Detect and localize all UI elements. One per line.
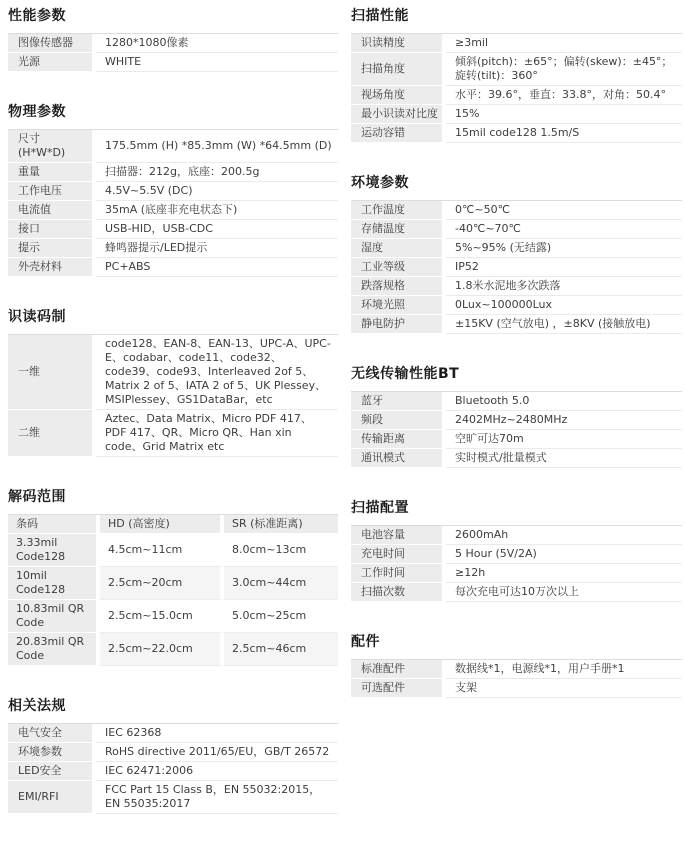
spec-value: 1.8米水泥地多次跌落 — [446, 277, 682, 296]
spec-row — [8, 163, 338, 182]
spec-value: 15% — [446, 105, 682, 124]
right-column — [351, 5, 682, 727]
spec-row — [351, 430, 682, 449]
section-scan-performance — [351, 5, 682, 143]
spec-row — [351, 277, 682, 296]
spec-value: 175.5mm (H) *85.3mm (W) *64.5mm (D) — [96, 130, 338, 163]
spec-row — [351, 258, 682, 277]
spec-table-physical — [8, 129, 338, 277]
spec-value: 数据线*1，电源线*1，用户手册*1 — [446, 660, 682, 679]
spec-row — [351, 239, 682, 258]
spec-label: 扫描次数 — [351, 583, 446, 602]
section-environment — [351, 172, 682, 334]
spec-label: 湿度 — [351, 239, 446, 258]
grid-cell: 3.0cm~44cm — [224, 567, 338, 600]
spec-row — [8, 724, 338, 743]
spec-row — [351, 583, 682, 602]
spec-label: 识读精度 — [351, 34, 446, 53]
spec-value: 5%~95% (无结露) — [446, 239, 682, 258]
section-accessories — [351, 631, 682, 698]
spec-table-symbologies — [8, 334, 338, 457]
spec-row — [8, 239, 338, 258]
spec-label: 接口 — [8, 220, 96, 239]
spec-value: 0℃~50℃ — [446, 201, 682, 220]
grid-cell: 2.5cm~46cm — [224, 633, 338, 666]
spec-label: 光源 — [8, 53, 96, 72]
grid-cell: 10.83mil QR Code — [8, 600, 100, 633]
spec-value: 每次充电可达10万次以上 — [446, 583, 682, 602]
spec-value: 0Lux~100000Lux — [446, 296, 682, 315]
spec-label: 扫描角度 — [351, 53, 446, 86]
spec-value: 扫描器：212g，底座：200.5g — [96, 163, 338, 182]
spec-value: IEC 62368 — [96, 724, 338, 743]
spec-row — [351, 220, 682, 239]
grid-cell: 8.0cm~13cm — [224, 534, 338, 567]
spec-table-wireless-bt — [351, 391, 682, 468]
section-performance — [8, 5, 338, 72]
spec-row — [351, 679, 682, 698]
grid-cell: 10mil Code128 — [8, 567, 100, 600]
spec-label: 运动容错 — [351, 124, 446, 143]
spec-value: 支架 — [446, 679, 682, 698]
grid-cell: 5.0cm~25cm — [224, 600, 338, 633]
spec-value: 15mil code128 1.5m/S — [446, 124, 682, 143]
spec-label: 存储温度 — [351, 220, 446, 239]
section-scan-config — [351, 497, 682, 602]
section-title-scan-config: 扫描配置 — [351, 500, 409, 516]
spec-row — [351, 392, 682, 411]
spec-label: 最小识读对比度 — [351, 105, 446, 124]
spec-row — [351, 315, 682, 334]
section-symbologies — [8, 306, 338, 457]
spec-label: 电气安全 — [8, 724, 96, 743]
spec-row — [8, 182, 338, 201]
spec-row — [351, 449, 682, 468]
spec-row — [351, 564, 682, 583]
section-wireless-bt — [351, 363, 682, 468]
spec-value: 空旷可达70m — [446, 430, 682, 449]
grid-row — [8, 600, 338, 633]
spec-label: 环境参数 — [8, 743, 96, 762]
spec-value: Aztec、Data Matrix、Micro PDF 417、PDF 417、QR、Micro QR、Han xin code、Grid Matrix etc — [96, 410, 338, 457]
spec-table-performance — [8, 33, 338, 72]
section-title-wireless-bt: 无线传输性能BT — [351, 366, 460, 382]
spec-label: 电池容量 — [351, 526, 446, 545]
spec-label: 视场角度 — [351, 86, 446, 105]
spec-label: 频段 — [351, 411, 446, 430]
grid-row — [8, 633, 338, 666]
grid-row — [8, 534, 338, 567]
spec-value: code128、EAN-8、EAN-13、UPC-A、UPC-E、codabar、code11、code32、code39、code93、Interleaved 2of 5、Matrix 2 of 5、IATA 2 of 5、UK Plessey、MSIPlessey、GS1DataBar，etc — [96, 335, 338, 410]
section-physical — [8, 101, 338, 277]
spec-label: 一维 — [8, 335, 96, 410]
grid-cell: 2.5cm~15.0cm — [100, 600, 224, 633]
grid-header-cell: SR (标准距离) — [224, 515, 338, 534]
spec-label: 工作时间 — [351, 564, 446, 583]
spec-label: 提示 — [8, 239, 96, 258]
spec-row — [351, 34, 682, 53]
spec-row — [351, 411, 682, 430]
spec-value: PC+ABS — [96, 258, 338, 277]
spec-label: 电流值 — [8, 201, 96, 220]
spec-row — [8, 258, 338, 277]
spec-row — [8, 130, 338, 163]
spec-label: 环境光照 — [351, 296, 446, 315]
grid-cell: 4.5cm~11cm — [100, 534, 224, 567]
spec-row — [351, 53, 682, 86]
spec-label: 工业等级 — [351, 258, 446, 277]
section-title-symbologies: 识读码制 — [8, 309, 66, 325]
grid-row — [8, 567, 338, 600]
spec-row — [8, 781, 338, 814]
section-title-decode-range: 解码范围 — [8, 489, 66, 505]
left-column — [8, 5, 338, 843]
spec-value: IP52 — [446, 258, 682, 277]
grid-cell: 3.33mil Code128 — [8, 534, 100, 567]
spec-value: 倾斜(pitch)：±65°；偏转(skew)：±45°；旋转(tilt)：360° — [446, 53, 682, 86]
grid-header-cell: 条码 — [8, 515, 100, 534]
spec-label: 可选配件 — [351, 679, 446, 698]
spec-row — [351, 545, 682, 564]
spec-table-regulations — [8, 723, 338, 814]
spec-value: ≥3mil — [446, 34, 682, 53]
spec-label: 外壳材料 — [8, 258, 96, 277]
section-title-physical: 物理参数 — [8, 104, 66, 120]
spec-value: Bluetooth 5.0 — [446, 392, 682, 411]
spec-label: 跌落规格 — [351, 277, 446, 296]
spec-value: IEC 62471:2006 — [96, 762, 338, 781]
spec-label: LED安全 — [8, 762, 96, 781]
spec-row — [351, 660, 682, 679]
spec-row — [8, 762, 338, 781]
spec-row — [351, 124, 682, 143]
section-regulations — [8, 695, 338, 814]
spec-label: EMI/RFI — [8, 781, 96, 814]
section-title-scan-performance: 扫描性能 — [351, 8, 409, 24]
spec-label: 传输距离 — [351, 430, 446, 449]
spec-row — [8, 201, 338, 220]
spec-label: 通讯模式 — [351, 449, 446, 468]
spec-value: 1280*1080像素 — [96, 34, 338, 53]
grid-header-row — [8, 515, 338, 534]
spec-label: 工作温度 — [351, 201, 446, 220]
spec-table-environment — [351, 200, 682, 334]
spec-value: WHITE — [96, 53, 338, 72]
spec-label: 蓝牙 — [351, 392, 446, 411]
spec-label: 尺寸 (H*W*D) — [8, 130, 96, 163]
spec-label: 静电防护 — [351, 315, 446, 334]
section-title-environment: 环境参数 — [351, 175, 409, 191]
spec-table-scan-performance — [351, 33, 682, 143]
spec-value: 5 Hour (5V/2A) — [446, 545, 682, 564]
spec-row — [8, 743, 338, 762]
grid-header-cell: HD (高密度) — [100, 515, 224, 534]
spec-value: 35mA (底座非充电状态下) — [96, 201, 338, 220]
grid-cell: 2.5cm~20cm — [100, 567, 224, 600]
spec-value: FCC Part 15 Class B，EN 55032:2015，EN 55035:2017 — [96, 781, 338, 814]
spec-label: 标准配件 — [351, 660, 446, 679]
spec-label: 重量 — [8, 163, 96, 182]
spec-label: 充电时间 — [351, 545, 446, 564]
spec-row — [351, 526, 682, 545]
spec-row — [8, 34, 338, 53]
spec-value: -40℃~70℃ — [446, 220, 682, 239]
spec-value: ≥12h — [446, 564, 682, 583]
spec-table-decode-range — [8, 514, 338, 666]
spec-value: 蜂鸣器提示/LED提示 — [96, 239, 338, 258]
spec-value: RoHS directive 2011/65/EU，GB/T 26572 — [96, 743, 338, 762]
section-title-accessories: 配件 — [351, 634, 380, 650]
spec-label: 二维 — [8, 410, 96, 457]
spec-row — [8, 53, 338, 72]
spec-row — [351, 86, 682, 105]
spec-value: 2600mAh — [446, 526, 682, 545]
spec-label: 工作电压 — [8, 182, 96, 201]
spec-row — [8, 410, 338, 457]
spec-row — [8, 220, 338, 239]
spec-table-scan-config — [351, 525, 682, 602]
spec-row — [351, 201, 682, 220]
spec-value: USB-HID，USB-CDC — [96, 220, 338, 239]
section-title-performance: 性能参数 — [8, 8, 66, 24]
spec-value: 实时模式/批量模式 — [446, 449, 682, 468]
spec-row — [351, 296, 682, 315]
spec-value: 4.5V~5.5V (DC) — [96, 182, 338, 201]
spec-value: 2402MHz~2480MHz — [446, 411, 682, 430]
spec-value: ±15KV (空气放电) ，±8KV (接触放电) — [446, 315, 682, 334]
spec-row — [8, 335, 338, 410]
grid-cell: 20.83mil QR Code — [8, 633, 100, 666]
spec-row — [351, 105, 682, 124]
section-decode-range — [8, 486, 338, 666]
grid-cell: 2.5cm~22.0cm — [100, 633, 224, 666]
spec-label: 图像传感器 — [8, 34, 96, 53]
spec-table-accessories — [351, 659, 682, 698]
spec-value: 水平：39.6°，垂直：33.8°，对角：50.4° — [446, 86, 682, 105]
section-title-regulations: 相关法规 — [8, 698, 66, 714]
